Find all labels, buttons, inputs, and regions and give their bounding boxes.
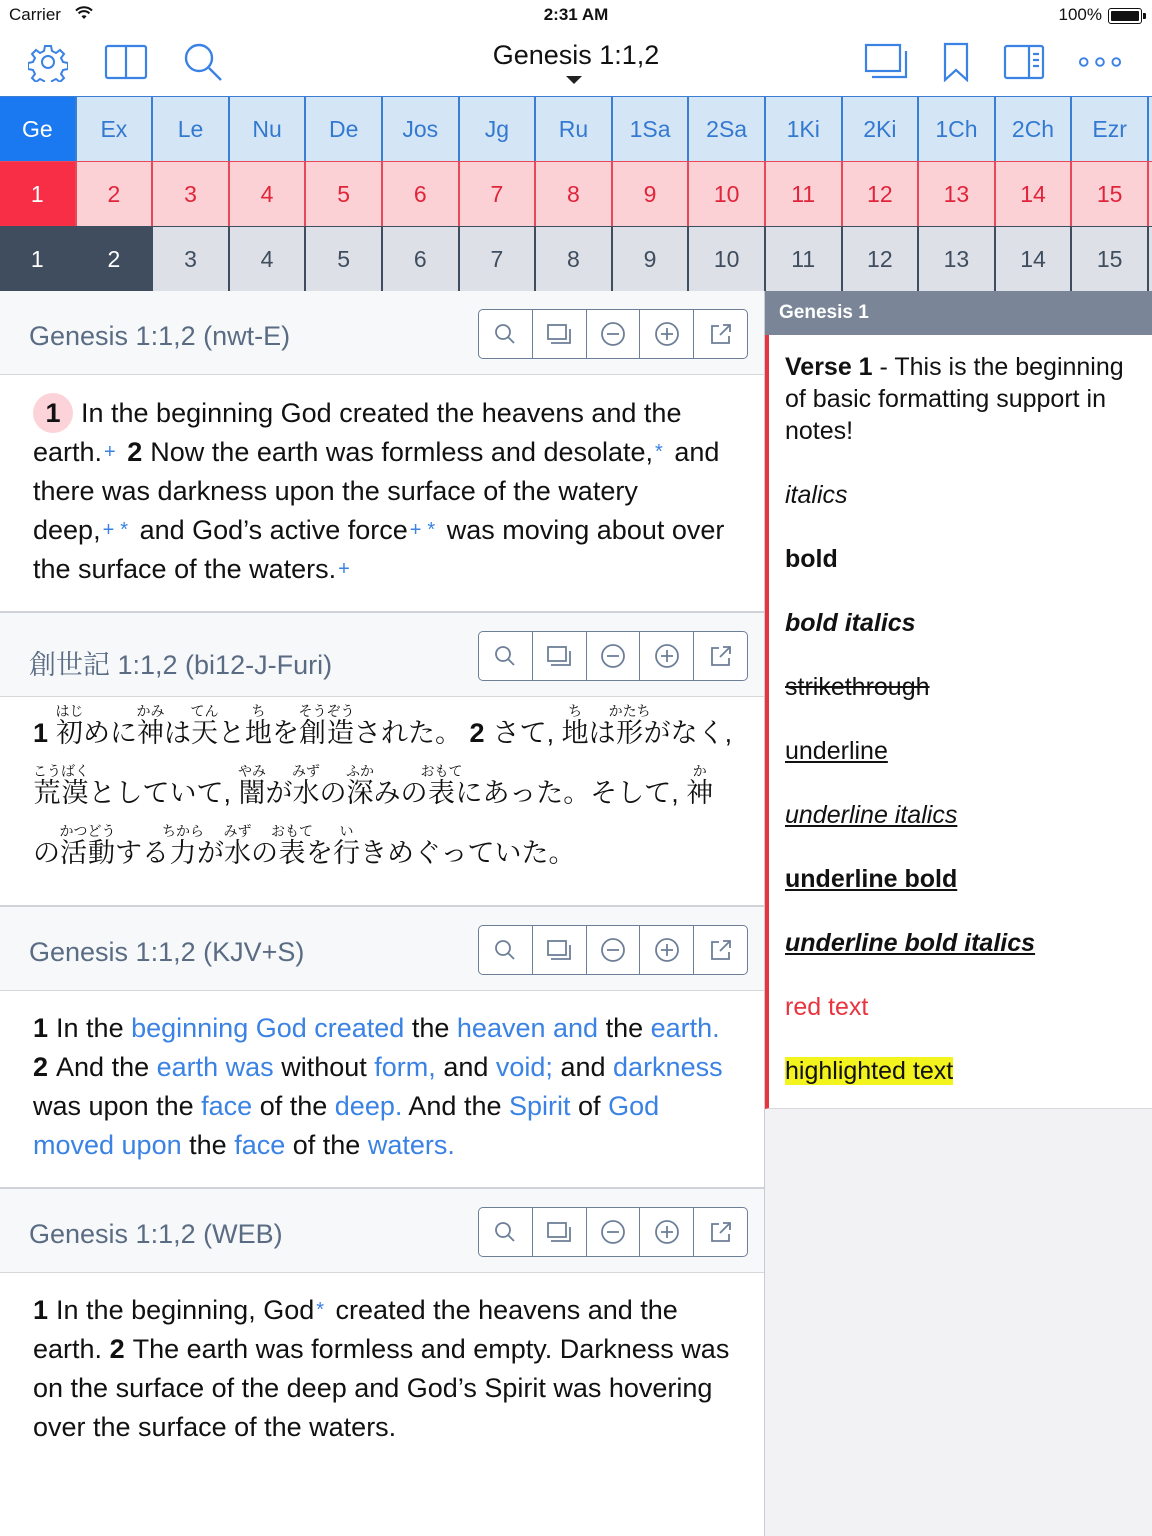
search-button[interactable] <box>479 632 533 680</box>
verse-number[interactable]: 2 <box>33 1052 49 1082</box>
windows-icon[interactable] <box>864 40 908 84</box>
search-icon <box>494 645 516 667</box>
book-cell[interactable]: 1Ch <box>919 97 996 161</box>
book-cell[interactable]: Nu <box>230 97 307 161</box>
note-underline-bold <box>785 863 1138 895</box>
strongs-link[interactable]: form, <box>374 1052 436 1082</box>
verse-text-span: the <box>463 1091 502 1121</box>
footnote-marker[interactable]: + <box>104 441 116 463</box>
note-verse-label: Verse 1 <box>785 353 873 381</box>
chapter-cell[interactable]: 3 <box>153 162 230 226</box>
note-red <box>785 991 1138 1023</box>
verse-number[interactable]: 1 <box>33 718 49 748</box>
panel-header <box>0 291 764 375</box>
note-text: bold <box>785 545 838 573</box>
minus-circle-icon <box>600 937 626 963</box>
zoom-in-button[interactable] <box>640 926 694 974</box>
bookmark-icon[interactable] <box>934 40 978 84</box>
book-cell[interactable]: 2Ch <box>996 97 1073 161</box>
chapter-cell[interactable]: 12 <box>843 162 920 226</box>
search-icon <box>494 939 516 961</box>
verse-text-span: without <box>281 1052 367 1082</box>
verse-cell[interactable]: 4 <box>230 227 307 291</box>
note-bold-italics <box>785 607 1138 639</box>
search-button[interactable] <box>479 926 533 974</box>
strongs-link[interactable]: God moved upon <box>33 1091 660 1160</box>
verse-cell[interactable]: 14 <box>996 227 1073 291</box>
note-text: - This is the beginning of basic formatting support in notes! <box>785 353 1124 445</box>
book-cell[interactable]: 1Ki <box>766 97 843 161</box>
more-options-icon[interactable] <box>1078 40 1122 84</box>
panel-title[interactable]: Genesis 1:1,2 (WEB) <box>29 1219 283 1249</box>
verse-cell[interactable]: 7 <box>460 227 537 291</box>
verse-text-span: was upon the <box>33 1091 194 1121</box>
plus-circle-icon <box>654 1219 680 1245</box>
panel-header <box>0 613 764 697</box>
verse-text <box>0 1273 764 1469</box>
chapter-cell[interactable]: 6 <box>383 162 460 226</box>
chapter-cell[interactable]: 15 <box>1072 162 1149 226</box>
verse-text <box>0 991 764 1189</box>
verse-number[interactable]: 1 <box>33 393 73 433</box>
verse-text-span: of the <box>259 1091 328 1121</box>
note-text: underline bold italics <box>785 929 1036 957</box>
external-link-icon <box>709 322 733 346</box>
chapter-cell[interactable]: 1 <box>0 162 77 226</box>
battery-icon <box>1108 8 1142 24</box>
zoom-out-button[interactable] <box>587 926 641 974</box>
panel-header <box>0 907 764 991</box>
chapter-cell[interactable]: 2 <box>77 162 154 226</box>
chapter-cell[interactable]: 9 <box>613 162 690 226</box>
chapter-cell[interactable]: 8 <box>536 162 613 226</box>
verse-text-span: the <box>189 1130 227 1160</box>
panel-toolbar <box>478 309 748 359</box>
panel-toolbar <box>478 1207 748 1257</box>
note-paragraph <box>785 351 1138 447</box>
verse-text-span: Now the earth was formless and desolate, <box>150 437 654 467</box>
verse-number[interactable]: 2 <box>109 1334 125 1364</box>
chapter-cell[interactable]: 13 <box>919 162 996 226</box>
verse-text-span: the <box>605 1013 644 1043</box>
verse-cell[interactable]: 5 <box>306 227 383 291</box>
chapter-selector <box>0 161 1152 226</box>
zoom-in-button[interactable] <box>640 1208 694 1256</box>
verse-selector <box>0 226 1152 291</box>
verse-cell[interactable]: 1 <box>0 227 77 291</box>
book-cell[interactable]: 1Sa <box>613 97 690 161</box>
book-cell[interactable]: Ru <box>536 97 613 161</box>
book-cell[interactable]: Ge <box>0 97 77 161</box>
open-external-button[interactable] <box>694 926 747 974</box>
verse-text-span: In the beginning, God <box>56 1295 315 1325</box>
footnote-marker[interactable]: + <box>409 519 422 541</box>
note-highlighted <box>785 1055 1138 1087</box>
verse-text-span: of <box>578 1091 601 1121</box>
sidebar-toggle-icon[interactable] <box>1002 40 1046 84</box>
verse-cell[interactable]: 12 <box>843 227 920 291</box>
search-button[interactable] <box>479 1208 533 1256</box>
book-cell[interactable]: 2Sa <box>689 97 766 161</box>
book-cell[interactable]: Le <box>153 97 230 161</box>
windows-button[interactable] <box>533 926 587 974</box>
note-text: italics <box>785 481 848 509</box>
strongs-link[interactable]: waters. <box>367 1130 455 1160</box>
note-text: underline <box>785 737 888 765</box>
panel-toolbar <box>478 631 748 681</box>
clock: 2:31 AM <box>543 5 609 24</box>
strongs-link[interactable]: darkness <box>613 1052 723 1082</box>
minus-circle-icon <box>600 643 626 669</box>
verse-text-span: and there was darkness upon the surface of the watery deep, <box>33 437 720 545</box>
verse-text-span: and <box>560 1052 606 1082</box>
chapter-cell[interactable]: 11 <box>766 162 843 226</box>
note-bold <box>785 543 1138 575</box>
book-cell[interactable]: Ezr <box>1072 97 1149 161</box>
strongs-link[interactable]: face <box>234 1130 286 1160</box>
book-cell[interactable]: Jos <box>383 97 460 161</box>
plus-circle-icon <box>654 321 680 347</box>
verse-text-span: In the <box>56 1013 124 1043</box>
windows-button[interactable] <box>533 310 587 358</box>
verse-cell[interactable]: 13 <box>919 227 996 291</box>
plus-circle-icon <box>654 643 680 669</box>
zoom-out-button[interactable] <box>587 310 641 358</box>
note-text: red text <box>785 993 869 1021</box>
panel-header <box>0 1189 764 1273</box>
open-external-button[interactable] <box>694 632 747 680</box>
chapter-cell[interactable]: 14 <box>996 162 1073 226</box>
verse-text-span: And <box>408 1091 457 1121</box>
reading-pane <box>0 291 764 1536</box>
footnote-marker[interactable]: * <box>316 1299 325 1321</box>
zoom-in-button[interactable] <box>640 632 694 680</box>
zoom-out-button[interactable] <box>587 1208 641 1256</box>
verse-cell[interactable]: 6 <box>383 227 460 291</box>
verse-cell[interactable]: 3 <box>153 227 230 291</box>
verse-number[interactable]: 2 <box>469 718 485 748</box>
chapter-cell[interactable]: 5 <box>306 162 383 226</box>
strongs-link[interactable]: Spirit <box>509 1091 571 1121</box>
zoom-in-button[interactable] <box>640 310 694 358</box>
chapter-cell[interactable]: 7 <box>460 162 537 226</box>
windows-button[interactable] <box>533 632 587 680</box>
panel-title[interactable]: Genesis 1:1,2 (nwt-E) <box>29 321 291 351</box>
verse-number[interactable]: 1 <box>33 1013 49 1043</box>
note-text: highlighted text <box>785 1057 954 1085</box>
verse-text-span: created the heavens and the earth. <box>33 1295 678 1364</box>
external-link-icon <box>709 938 733 962</box>
note-text: bold italics <box>785 609 916 637</box>
note-text: strikethrough <box>785 673 930 701</box>
note-strikethrough <box>785 671 1138 703</box>
verse-text-span: In the beginning God created the heavens and the earth. <box>33 398 682 467</box>
note-underline <box>785 735 1138 767</box>
book-cell[interactable]: De <box>306 97 383 161</box>
verse-cell[interactable]: 8 <box>536 227 613 291</box>
strongs-link[interactable]: deep. <box>334 1091 403 1121</box>
battery-percent: 100% <box>1058 5 1102 24</box>
windows-icon <box>546 939 572 961</box>
verse-cell[interactable]: 10 <box>689 227 766 291</box>
panel-title[interactable]: 創世記 1:1,2 (bi12-J-Furi) <box>29 650 333 680</box>
note-text: underline italics <box>785 801 958 829</box>
minus-circle-icon <box>600 321 626 347</box>
chapter-cell[interactable]: 10 <box>689 162 766 226</box>
verse-text-span: and <box>443 1052 489 1082</box>
minus-circle-icon <box>600 1219 626 1245</box>
windows-icon <box>546 645 572 667</box>
note-underline-bold-italics <box>785 927 1138 959</box>
windows-icon <box>546 323 572 345</box>
strongs-link[interactable]: void; <box>495 1052 553 1082</box>
footnote-marker[interactable]: + <box>102 519 115 541</box>
strongs-link[interactable]: beginning God created <box>131 1013 405 1043</box>
verse-text-span: さて, 地ちは形かたちがなく, 荒こう漠ばくとしていて, 闇やみが水みずの深ふかみの表おもてにあった。そして, 神かの活動かつどうする力ちからが水みずの表おもてを行いきめぐっていた。 <box>33 703 733 868</box>
notes-sidebar <box>764 291 1152 1536</box>
search-icon <box>494 1221 516 1243</box>
book-selector <box>0 96 1152 161</box>
footnote-marker[interactable]: * <box>427 519 436 541</box>
verse-cell[interactable]: 2 <box>77 227 154 291</box>
verse-text-span: and God’s active force <box>139 515 408 545</box>
footnote-marker[interactable]: * <box>120 519 129 541</box>
open-external-button[interactable] <box>694 310 747 358</box>
status-bar <box>0 0 1152 30</box>
verse-text <box>0 697 764 907</box>
note-italics <box>785 479 1138 511</box>
footnote-marker[interactable]: * <box>655 441 663 463</box>
chapter-cell[interactable]: 4 <box>230 162 307 226</box>
footnote-marker[interactable]: + <box>338 558 350 580</box>
page-title[interactable]: Genesis 1:1,2 <box>492 40 660 70</box>
verse-text-span: of the <box>292 1130 361 1160</box>
notes-header: Genesis 1 <box>765 291 1152 335</box>
verse-text-span: was moving about over the surface of the waters. <box>33 515 725 584</box>
verse-number[interactable]: 2 <box>127 437 143 467</box>
verse-text <box>0 375 764 613</box>
verse-text-span: The earth was formless and empty. Darkness was on the surface of the deep and God’s Spirit was hovering over the surface of the waters. <box>33 1334 730 1442</box>
notes-content[interactable] <box>765 335 1152 1109</box>
verse-text-span: And the <box>56 1052 150 1082</box>
carrier-label: Carrier <box>9 5 61 24</box>
book-cell[interactable]: Ex <box>77 97 154 161</box>
book-cell[interactable]: 2Ki <box>843 97 920 161</box>
verse-cell[interactable]: 9 <box>613 227 690 291</box>
zoom-out-button[interactable] <box>587 632 641 680</box>
strongs-link[interactable]: heaven and <box>456 1013 599 1043</box>
panel-title[interactable]: Genesis 1:1,2 (KJV+S) <box>29 937 305 967</box>
strongs-link[interactable]: earth. <box>650 1013 720 1043</box>
book-cell[interactable]: Jg <box>460 97 537 161</box>
search-icon <box>494 323 516 345</box>
verse-text-span: 初はじめに神かみは天てんと地ちを創造そうぞうされた。 <box>55 703 463 748</box>
external-link-icon <box>709 1220 733 1244</box>
strongs-link[interactable]: face <box>201 1091 253 1121</box>
open-external-button[interactable] <box>694 1208 747 1256</box>
plus-circle-icon <box>654 937 680 963</box>
verse-cell[interactable]: 15 <box>1072 227 1149 291</box>
title-dropdown-caret-icon[interactable] <box>566 76 582 84</box>
verse-cell[interactable]: 11 <box>766 227 843 291</box>
note-underline-italics <box>785 799 1138 831</box>
external-link-icon <box>709 644 733 668</box>
nav-bar <box>0 30 1152 96</box>
windows-icon <box>546 1221 572 1243</box>
windows-button[interactable] <box>533 1208 587 1256</box>
verse-number[interactable]: 1 <box>33 1295 49 1325</box>
note-text: underline bold <box>785 865 958 893</box>
panel-toolbar <box>478 925 748 975</box>
search-button[interactable] <box>479 310 533 358</box>
verse-text-span: the <box>411 1013 450 1043</box>
strongs-link[interactable]: earth was <box>156 1052 274 1082</box>
